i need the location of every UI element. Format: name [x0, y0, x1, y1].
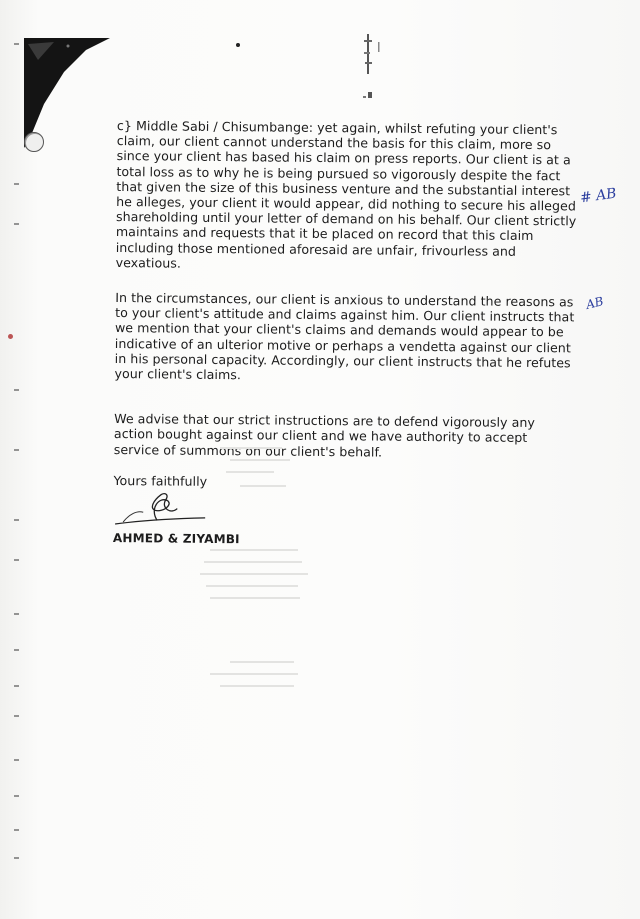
scan-edge-marks	[0, 0, 20, 919]
closing-salutation: Yours faithfully	[113, 472, 208, 489]
margin-annotation: AB	[584, 294, 605, 312]
staple-marks	[360, 34, 390, 114]
firm-name: AHMED & ZIYAMBI	[112, 531, 240, 547]
paragraph-middle-sabi: c} Middle Sabi / Chisumbange: yet again, whilst refuting your client's claim, our client cannot understand the basis for this claim, more so since your client has based his claim on press reports. Our client is at a total loss as to why he is being pursued so vigorously despite the fact that given the size of this business venture and the substantial interest he alleges, your client it would appear, did nothing to secure his alleged shareholding until your letter of demand on his behalf. Our client strictly maintains and requests that it be placed on record that this claim including those mentioned aforesaid are unfair, frivourless and vexatious.	[115, 118, 577, 271]
paragraph-circumstances: In the circumstances, our client is anxious to understand the reasons as to your client's attitude and claims against him. Our client instructs that we mention that your client's claims and demands would appear to be indicative of an ulterior motive or perhaps a vendetta against our client in his personal capacity. Accordingly, our client instructs that he refutes your client's claims.	[114, 290, 575, 383]
punch-hole	[24, 132, 44, 152]
ink-speck	[236, 43, 240, 47]
show-through-text	[190, 440, 340, 700]
paragraph-instructions: We advise that our strict instructions are to defend vigorously any action bought against our client and we have authority to accept service of summons on our client's behalf.	[113, 411, 536, 460]
letter-body	[113, 118, 579, 551]
margin-annotation: # AB	[579, 185, 618, 207]
